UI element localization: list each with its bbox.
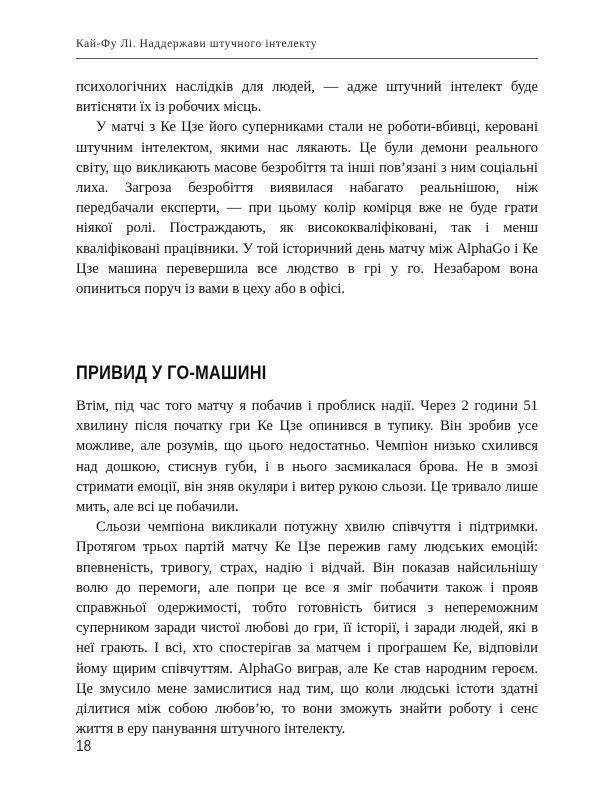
paragraph: психологічних наслідків для людей, — адже штучний інтелект буде витісняти їх із робочих місць. (76, 79, 538, 116)
section-heading: ПРИВИД У ГО-МАШИНІ (76, 363, 267, 384)
body-text-section (76, 396, 538, 739)
paragraph: Сльози чемпіона викликали потужну хвилю співчуття і підтримки. Протягом трьох партій матчу Ке Цзе пережив гаму людських емоцій: впевненість, тривогу, страх, надію і відчай. Він показав найсильнішу волю до перемоги, але попри це все я зміг побачити також і прояв справжньої одержимості, тобто готовність битися з непереможним суперником заради чистої любові до гри, її історії, і заради людей, які в неї грають. І всі, хто спостерігав за матчем і програшем Ке, відповіли йому щирим співчуттям. AlphaGo виграв, але Ке став народним героєм. Це змусило мене замислитися над тим, що коли людські істоти здатні ділитися між собою любов’ю, то вони зможуть знайти роботу і сенс життя в еру панування штучного інтелекту. (76, 519, 538, 738)
body-text-top (76, 77, 538, 299)
paragraph: У матчі з Ке Цзе його суперниками стали не роботи-вбивці, керовані штучним інтелектом, якими нас лякають. Це були демони реального світу, що викликають масове безробіття та інші пов’язані з ним соціальні лиха. Загроза безробіття виявилася набагато реальнішою, ніж передбачали експерти, — при цьому колір комірця вже не буде грати ніякої ролі. Постраждають, як висококваліфіковані, так і менш кваліфіковані працівники. У той історичний день матчу між AlphaGo і Ке Цзе машина перевершила все людство в грі у го. Незабаром вона опиниться поруч із вами в цеху або в офісі. (76, 119, 538, 298)
header-divider (76, 58, 538, 59)
paragraph: Втім, під час того матчу я побачив і проблиск надії. Через 2 години 51 хвилину після початку гри Ке Цзе опинився в тупику. Він зробив усе можливе, але розумів, що цього недостатньо. Чемпіон низько схилився над дошкою, стиснув губи, і в нього засмикалася брова. Не в змозі стримати емоції, він зняв окуляри і витер рукою сльози. Це тривало лише мить, але всі це побачили. (76, 398, 538, 516)
running-head: Кай-Фу Лі. Наддержави штучного інтелекту (76, 38, 318, 50)
page-number: 18 (76, 738, 92, 755)
